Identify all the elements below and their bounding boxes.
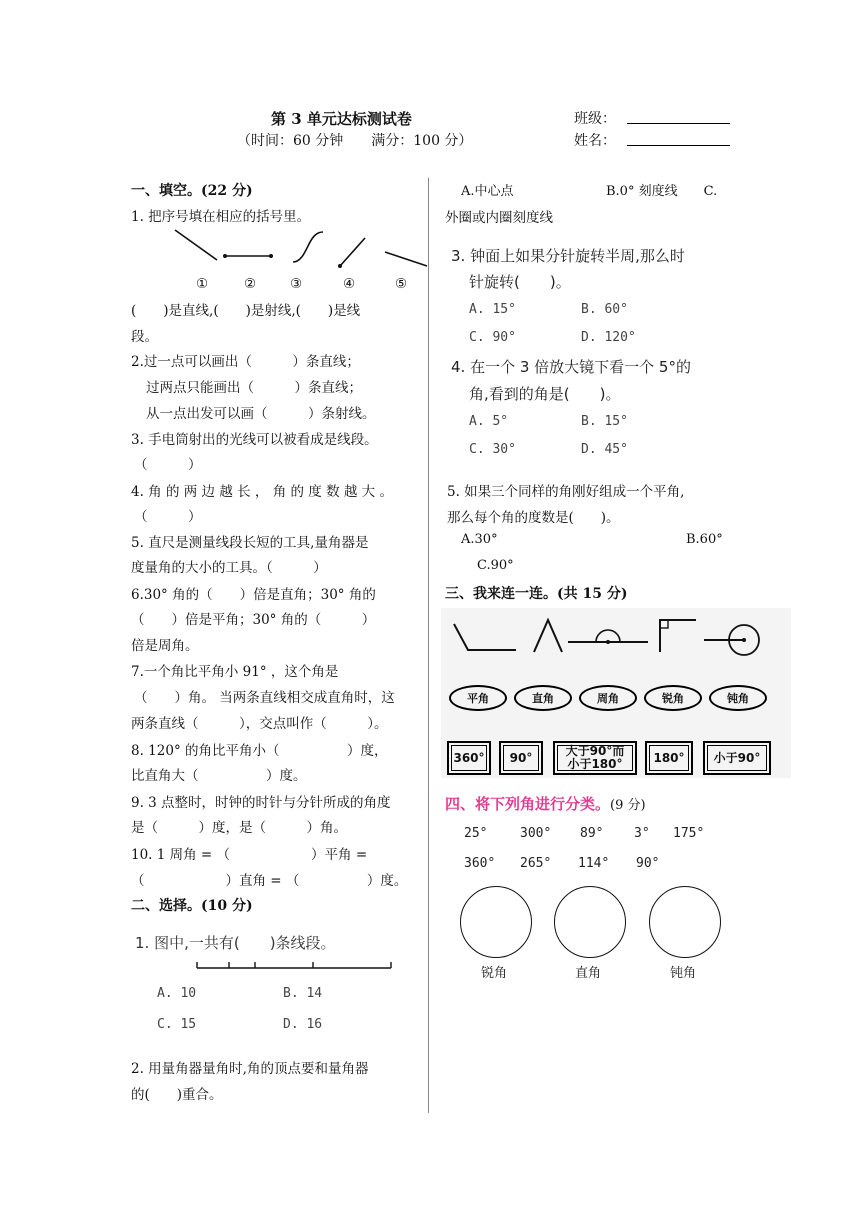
q2-4-line2: 角,看到的角是( )。: [469, 385, 621, 403]
q2-4-line1: 4. 在一个 3 倍放大镜下看一个 5°的: [451, 358, 691, 376]
section-4-heading: [445, 793, 646, 814]
q2-1-option-b[interactable]: B. 14: [283, 986, 323, 1001]
q1-9-line2: 是（ ）度，是（ ）角。: [131, 820, 347, 836]
section-4-score: (9 分): [610, 798, 646, 813]
q1-6-line2: （ ）倍是平角；30° 角的（ ）: [131, 612, 376, 628]
section-2-heading: 二、选择。(10 分): [131, 898, 253, 914]
value-box-less-90[interactable]: [703, 741, 771, 775]
name-oval-full-angle[interactable]: 周角: [579, 685, 637, 711]
q2-4-option-a[interactable]: A. 5°: [469, 414, 509, 429]
lines-figure: [165, 226, 445, 272]
q1-5-line1: 5. 直尺是测量线段长短的工具,量角器是: [131, 535, 369, 551]
q2-2-line2: 的( )重合。: [131, 1087, 223, 1103]
q2-2-option-a[interactable]: A.中心点: [461, 184, 514, 199]
angle-value: 265°: [520, 856, 552, 871]
q1-7-line3: 两条直线（ ），交点叫作（ ）。: [131, 716, 388, 732]
q1-3-line1: 3. 手电筒射出的光线可以被看成是线段。: [131, 432, 378, 448]
q1-4-line2: （ ）: [134, 509, 202, 525]
name-oval-obtuse-angle[interactable]: 钝角: [709, 685, 767, 711]
figure-curve-3: [293, 232, 323, 262]
value-box-less-90-label: 小于90°: [713, 750, 761, 765]
figure-line-5: [385, 252, 427, 266]
q2-3-option-a[interactable]: A. 15°: [469, 302, 516, 317]
name-oval-acute-angle[interactable]: 锐角: [644, 685, 702, 711]
value-box-360[interactable]: [447, 741, 491, 775]
value-box-obtuse-range[interactable]: [553, 741, 637, 775]
q2-3-option-b[interactable]: B. 60°: [581, 302, 628, 317]
q1-3-line2: （ ）: [134, 457, 202, 473]
q1-1-answer-end: 段。: [131, 329, 158, 345]
q1-7-line2: （ ）角。 当两条直线相交成直角时，这: [134, 690, 395, 706]
column-divider: [428, 178, 429, 1113]
figure-line-1: [175, 230, 217, 260]
q2-4-option-b[interactable]: B. 15°: [581, 414, 628, 429]
q2-5-line1: 5. 如果三个同样的角刚好组成一个平角,: [447, 484, 685, 500]
figure-mark-1: ①: [196, 276, 209, 292]
q2-5-option-c[interactable]: C.90°: [477, 558, 514, 573]
q2-1-stem: 1. 图中,一共有( )条线段。: [135, 934, 336, 952]
acute-angle-circle[interactable]: [460, 886, 532, 958]
matching-angle-figures: [448, 612, 778, 658]
q2-1-option-d[interactable]: D. 16: [283, 1017, 323, 1032]
value-box-90[interactable]: [499, 741, 543, 775]
q2-3-option-c[interactable]: C. 90°: [469, 330, 516, 345]
q2-3-option-d[interactable]: D. 120°: [581, 330, 636, 345]
q1-2-line1: 2.过一点可以画出（ ）条直线；: [131, 354, 360, 370]
q2-1-option-a[interactable]: A. 10: [157, 986, 197, 1001]
q1-1-stem: 1. 把序号填在相应的括号里。: [131, 209, 311, 225]
figure-mark-3: ③: [290, 276, 303, 292]
angle-value: 360°: [464, 856, 496, 871]
figure-right-angle: [660, 620, 696, 652]
angle-value: 89°: [580, 826, 604, 841]
figure-ray-4: [340, 238, 365, 266]
q1-6-line1: 6.30° 角的（ ）倍是直角；30° 角的: [131, 587, 376, 603]
q2-3-line2: 针旋转( )。: [469, 273, 571, 291]
section-1-heading: 一、填空。(22 分): [131, 183, 253, 199]
value-box-90-label: 90°: [509, 750, 533, 765]
class-field[interactable]: [627, 123, 730, 124]
section-3-heading: 三、我来连一连。(共 15 分): [445, 586, 628, 602]
figure-mark-4: ④: [343, 276, 356, 292]
q2-2-option-c-text[interactable]: 外圈或内圈刻度线: [445, 210, 553, 226]
q1-10-line2: （ ）直角 = （ ）度。: [131, 873, 408, 889]
angle-value: 114°: [578, 856, 610, 871]
angle-value: 90°: [636, 856, 660, 871]
q1-2-line3: 从一点出发可以画（ ）条射线。: [146, 406, 376, 422]
q2-5-line2: 那么每个角的度数是( )。: [447, 510, 620, 526]
section-4-title: 四、将下列角进行分类。: [445, 795, 611, 813]
name-field[interactable]: [627, 145, 730, 146]
page-subtitle: （时间：60 分钟 满分：100 分）: [237, 133, 473, 149]
figure-acute-angle: [534, 620, 562, 652]
value-box-180-label: 180°: [653, 750, 685, 765]
q2-5-option-b[interactable]: B.60°: [686, 532, 723, 547]
acute-angle-label: 锐角: [481, 966, 508, 981]
q1-8-line2: 比直角大（ ）度。: [131, 768, 307, 784]
obtuse-angle-circle[interactable]: [649, 886, 721, 958]
angle-value: 175°: [673, 826, 705, 841]
q2-3-line1: 3. 钟面上如果分针旋转半周,那么时: [451, 247, 685, 265]
name-oval-right-angle[interactable]: 直角: [514, 685, 572, 711]
q1-9-line1: 9. 3 点整时，时钟的时针与分针所成的角度: [131, 795, 391, 811]
figure-obtuse-angle: [454, 624, 516, 650]
q1-7-line1: 7.一个角比平角小 91° ，这个角是: [131, 664, 339, 680]
name-oval-straight-angle[interactable]: 平角: [449, 685, 507, 711]
q2-4-option-c[interactable]: C. 30°: [469, 442, 516, 457]
angle-value: 25°: [464, 826, 488, 841]
right-angle-label: 直角: [575, 966, 602, 981]
q1-1-answer: ( )是直线,( )是射线,( )是线: [131, 303, 361, 319]
figure-mark-5: ⑤: [395, 276, 408, 292]
right-angle-circle[interactable]: [554, 886, 626, 958]
figure-mark-2: ②: [244, 276, 257, 292]
q1-8-line1: 8. 120° 的角比平角小（ ）度，: [131, 743, 388, 759]
class-label: 班级：: [574, 111, 616, 127]
q2-2-line1: 2. 用量角器量角时,角的顶点要和量角器: [131, 1061, 369, 1077]
angle-value: 3°: [634, 826, 650, 841]
value-box-obtuse-range-label: 大于90°而 小于180°: [565, 744, 625, 771]
name-label: 姓名：: [574, 133, 616, 149]
q1-5-line2: 度量角的大小的工具。（ ）: [131, 560, 327, 576]
q1-10-line1: 10. 1 周角 = （ ）平角 =: [131, 847, 368, 863]
q2-1-option-c[interactable]: C. 15: [157, 1017, 197, 1032]
q2-5-option-a[interactable]: A.30°: [461, 532, 498, 547]
q1-4-line1: 4. 角 的 两 边 越 长 ， 角 的 度 数 越 大 。: [131, 484, 393, 500]
q1-6-line3: 倍是周角。: [131, 638, 199, 654]
value-box-180[interactable]: [645, 741, 693, 775]
obtuse-angle-label: 钝角: [670, 966, 697, 981]
q2-4-option-d[interactable]: D. 45°: [581, 442, 628, 457]
segment-figure: [195, 960, 395, 974]
q2-2-option-b-c[interactable]: B.0° 刻度线 C.: [606, 184, 718, 199]
angle-value: 300°: [520, 826, 552, 841]
value-box-360-label: 360°: [453, 750, 485, 765]
page-title: 第 3 单元达标测试卷: [271, 110, 412, 128]
q1-2-line2: 过两点只能画出（ ）条直线；: [146, 380, 362, 396]
